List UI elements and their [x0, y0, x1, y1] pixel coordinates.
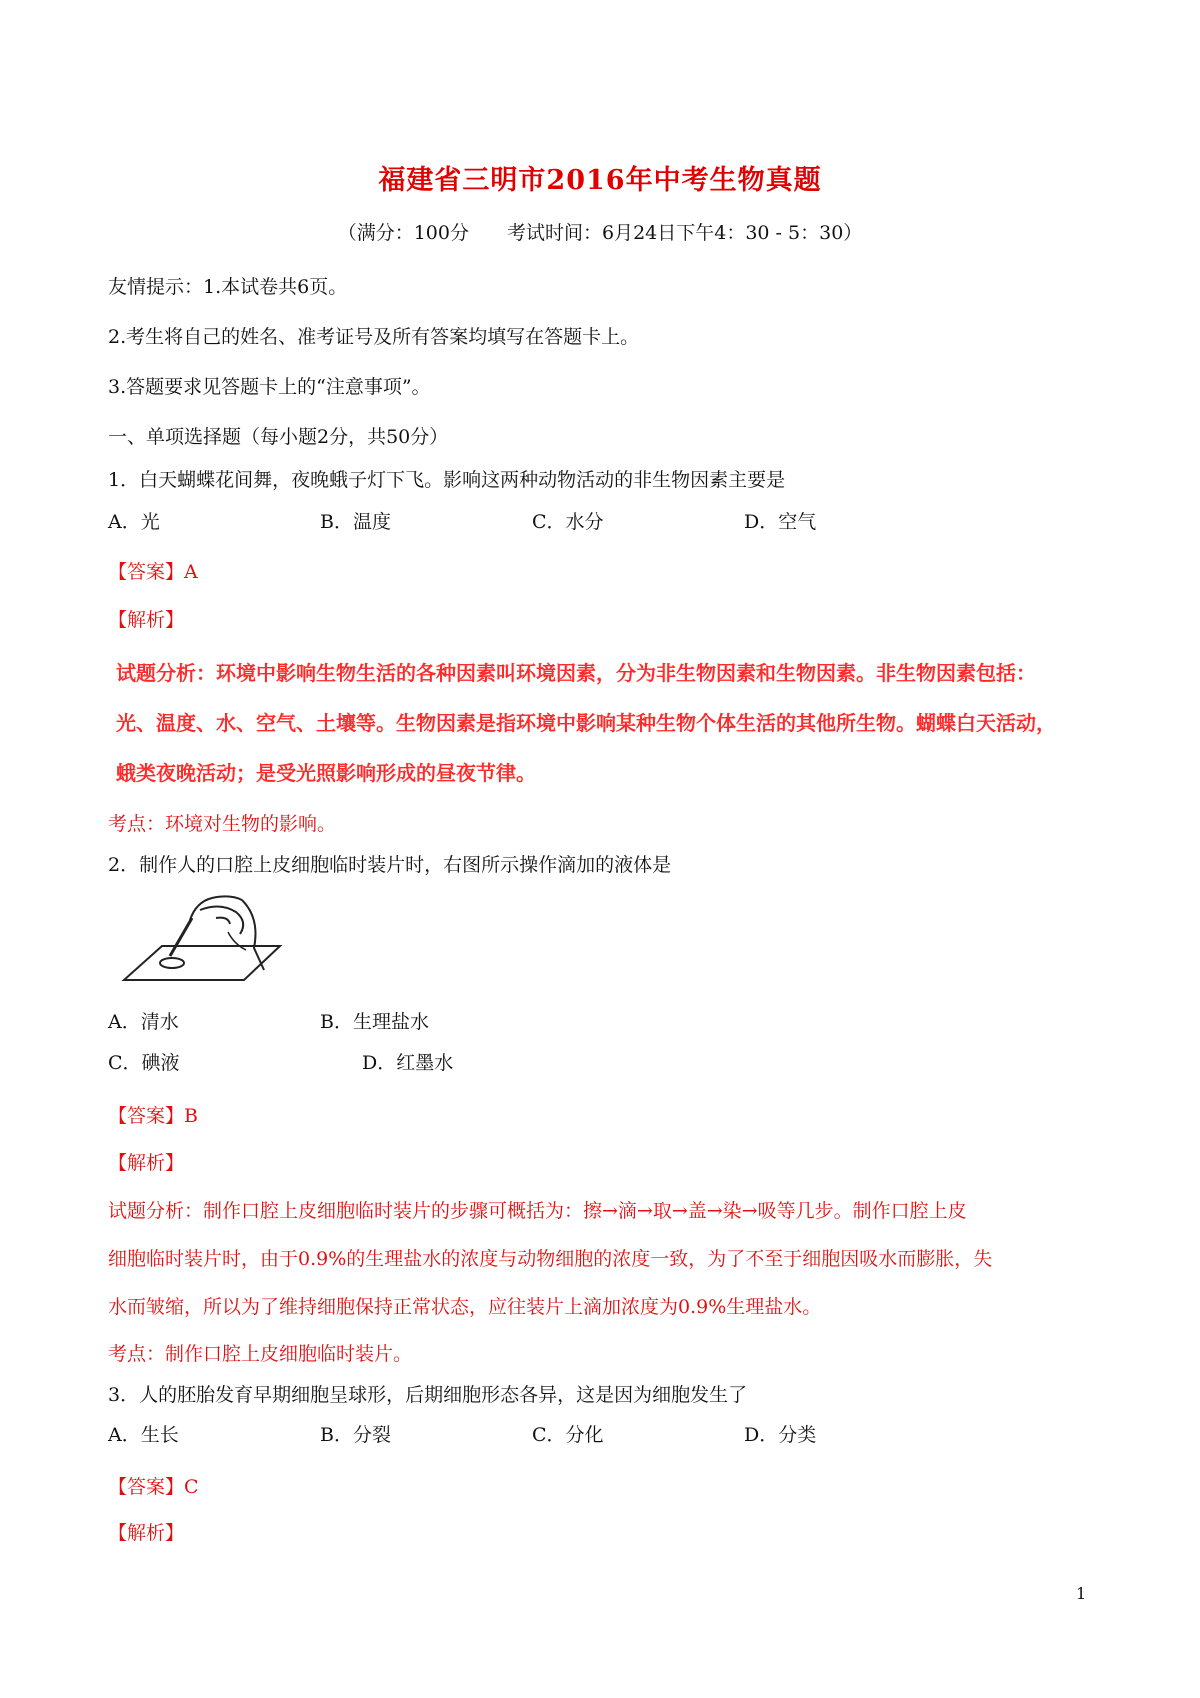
q1-point: 考点：环境对生物的影响。: [108, 813, 337, 835]
question-3-stem: 3．人的胚胎发育早期细胞呈球形，后期细胞形态各异，这是因为细胞发生了: [108, 1384, 748, 1406]
q2-option-a: A．清水: [108, 1011, 179, 1033]
tip-line-3: 3.答题要求见答题卡上的“注意事项”。: [108, 376, 431, 398]
q3-answer: 【答案】C: [108, 1476, 199, 1498]
q3-option-a: A．生长: [108, 1424, 179, 1446]
q2-option-c: C．碘液: [108, 1052, 180, 1074]
q2-analysis-line-3: 水而皱缩，所以为了维持细胞保持正常状态，应往装片上滴加浓度为0.9%生理盐水。: [108, 1296, 822, 1318]
q1-option-c: C．水分: [532, 511, 604, 533]
q3-option-d: D．分类: [744, 1424, 817, 1446]
exam-info: （满分：100分 考试时间：6月24日下午4：30 - 5：30）: [337, 222, 863, 244]
question-1-stem: 1．白天蝴蝶花间舞，夜晚蛾子灯下飞。影响这两种动物活动的非生物因素主要是: [108, 469, 786, 491]
q1-analysis-line-3: 蛾类夜晚活动；是受光照影响形成的昼夜节律。: [116, 761, 536, 785]
q1-option-a: A．光: [108, 511, 160, 533]
q2-analysis-line-1: 试题分析：制作口腔上皮细胞临时装片的步骤可概括为：擦→滴→取→盖→染→吸等几步。制作口腔上皮: [108, 1200, 967, 1222]
q3-option-c: C．分化: [532, 1424, 604, 1446]
page-title: 福建省三明市2016年中考生物真题: [378, 165, 822, 196]
q1-answer: 【答案】A: [108, 561, 198, 583]
q3-option-b: B．分裂: [320, 1424, 391, 1446]
q2-point: 考点：制作口腔上皮细胞临时装片。: [108, 1343, 413, 1365]
q2-answer: 【答案】B: [108, 1105, 198, 1127]
q1-option-d: D．空气: [744, 511, 817, 533]
q1-analysis-label: 【解析】: [108, 609, 185, 631]
q3-analysis-label: 【解析】: [108, 1522, 185, 1544]
dropper-slide-figure: [104, 888, 294, 988]
q2-option-b: B．生理盐水: [320, 1011, 429, 1033]
question-2-stem: 2．制作人的口腔上皮细胞临时装片时，右图所示操作滴加的液体是: [108, 854, 672, 876]
q2-analysis-line-2: 细胞临时装片时，由于0.9%的生理盐水的浓度与动物细胞的浓度一致，为了不至于细胞因吸水而膨胀，失: [108, 1248, 993, 1270]
tip-line-1: 友情提示：1.本试卷共6页。: [108, 276, 348, 298]
page-number: 1: [1076, 1584, 1087, 1603]
q2-option-d: D．红墨水: [362, 1052, 454, 1074]
q1-option-b: B．温度: [320, 511, 391, 533]
section-heading: 一、单项选择题（每小题2分，共50分）: [108, 426, 449, 448]
q1-analysis-line-2: 光、温度、水、空气、土壤等。生物因素是指环境中影响某种生物个体生活的其他所生物。蝴蝶白天活动，: [116, 711, 1056, 735]
q2-analysis-label: 【解析】: [108, 1152, 185, 1174]
q1-analysis-line-1: 试题分析：环境中影响生物生活的各种因素叫环境因素，分为非生物因素和生物因素。非生物因素包括：: [116, 661, 1036, 685]
tip-line-2: 2.考生将自己的姓名、准考证号及所有答案均填写在答题卡上。: [108, 326, 640, 348]
